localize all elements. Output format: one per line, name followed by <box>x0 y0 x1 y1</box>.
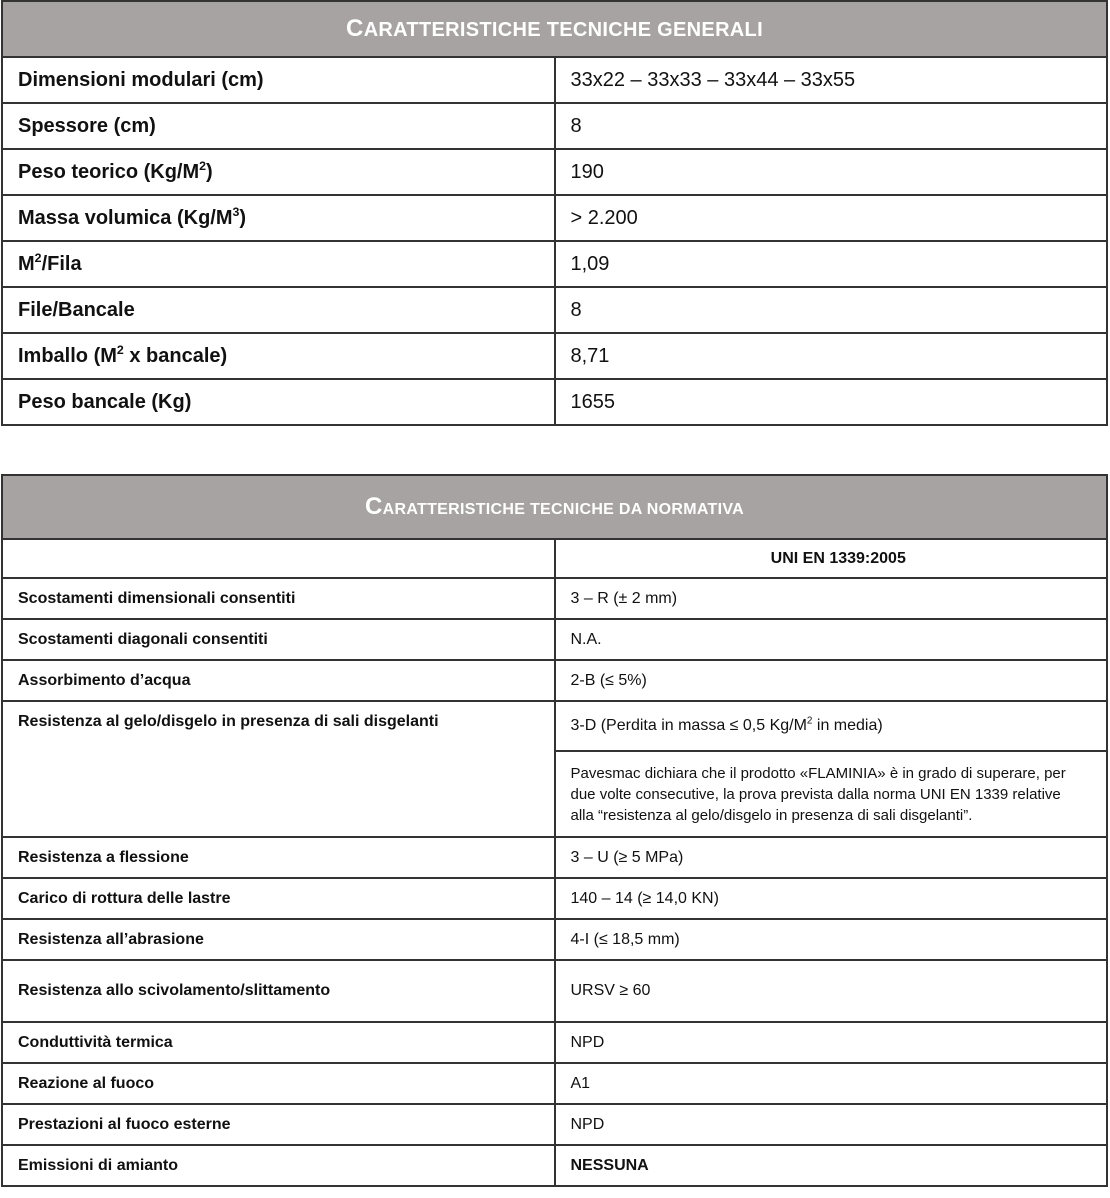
spec-value: 190 <box>555 149 1108 195</box>
spec-label: File/Bancale <box>2 287 555 333</box>
spec-note: Pavesmac dichiara che il prodotto «FLAMINIA» è in grado di superare, per due volte consecutive, la prova prevista dalla norma UNI EN 1339 relative alla “resistenza al gelo/disgelo in presenza di sali disgelanti”. <box>555 751 1108 837</box>
normative-specs-title: CARATTERISTICHE TECNICHE DA NORMATIVA <box>2 475 1107 539</box>
table-row <box>2 837 1107 878</box>
table-row <box>2 1063 1107 1104</box>
spec-label: Conduttività termica <box>2 1022 555 1063</box>
spec-value: A1 <box>555 1063 1108 1104</box>
spec-value: 3 – U (≥ 5 MPa) <box>555 837 1108 878</box>
spec-label: Resistenza allo scivolamento/slittamento <box>2 960 555 1022</box>
spec-label: Resistenza a flessione <box>2 837 555 878</box>
spec-value: 8 <box>555 287 1108 333</box>
table-row <box>2 287 1107 333</box>
spec-value: 3-D (Perdita in massa ≤ 0,5 $Kg/M^2$ in media) <box>555 701 1108 751</box>
table-row <box>2 149 1107 195</box>
spec-label: Dimensioni modulari (cm) <box>2 57 555 103</box>
table-row <box>2 241 1107 287</box>
spec-label: Scostamenti dimensionali consentiti <box>2 578 555 619</box>
spec-value: 2-B (≤ 5%) <box>555 660 1108 701</box>
spec-label: $M^2$/Fila <box>2 241 555 287</box>
spec-value: URSV ≥ 60 <box>555 960 1108 1022</box>
spec-value: NPD <box>555 1104 1108 1145</box>
spec-value: 1,09 <box>555 241 1108 287</box>
spec-value: 4-I (≤ 18,5 mm) <box>555 919 1108 960</box>
table-row <box>2 333 1107 379</box>
spec-label: Emissioni di amianto <box>2 1145 555 1186</box>
spec-value: > 2.200 <box>555 195 1108 241</box>
spec-label: Massa volumica $(Kg/M^3)$ <box>2 195 555 241</box>
spec-label: Prestazioni al fuoco esterne <box>2 1104 555 1145</box>
table-row <box>2 919 1107 960</box>
general-specs-table <box>1 0 1108 426</box>
spec-value: NPD <box>555 1022 1108 1063</box>
spec-label: Reazione al fuoco <box>2 1063 555 1104</box>
spec-value: 140 – 14 (≥ 14,0 KN) <box>555 878 1108 919</box>
table-row <box>2 701 1107 751</box>
spec-value: 3 – R (± 2 mm) <box>555 578 1108 619</box>
empty-header-cell <box>2 539 555 578</box>
spec-label: Peso bancale (Kg) <box>2 379 555 425</box>
table-row <box>2 57 1107 103</box>
standard-header: UNI EN 1339:2005 <box>555 539 1108 578</box>
spec-label: Imballo ($M^2$ x bancale) <box>2 333 555 379</box>
table-row <box>2 103 1107 149</box>
spec-value: NESSUNA <box>555 1145 1108 1186</box>
spec-value: N.A. <box>555 619 1108 660</box>
spec-value: 1655 <box>555 379 1108 425</box>
spec-label: Peso teorico $(Kg/M^2)$ <box>2 149 555 195</box>
spec-label: Spessore (cm) <box>2 103 555 149</box>
table-row <box>2 878 1107 919</box>
table-row <box>2 578 1107 619</box>
table-row <box>2 195 1107 241</box>
table-row <box>2 1022 1107 1063</box>
table-row <box>2 379 1107 425</box>
spec-label: Scostamenti diagonali consentiti <box>2 619 555 660</box>
spec-value: 8 <box>555 103 1108 149</box>
table-row <box>2 660 1107 701</box>
table-row <box>2 539 1107 578</box>
normative-specs-table <box>1 474 1108 1187</box>
general-specs-title: CARATTERISTICHE TECNICHE GENERALI <box>2 1 1107 57</box>
table-row <box>2 1104 1107 1145</box>
table-row <box>2 619 1107 660</box>
table-row <box>2 960 1107 1022</box>
spec-label: Resistenza all’abrasione <box>2 919 555 960</box>
table-row <box>2 1145 1107 1186</box>
spec-label: Carico di rottura delle lastre <box>2 878 555 919</box>
spec-value: 33x22 – 33x33 – 33x44 – 33x55 <box>555 57 1108 103</box>
spec-label: Resistenza al gelo/disgelo in presenza di sali disgelanti <box>2 701 555 837</box>
spec-label: Assorbimento d’acqua <box>2 660 555 701</box>
spec-value: 8,71 <box>555 333 1108 379</box>
